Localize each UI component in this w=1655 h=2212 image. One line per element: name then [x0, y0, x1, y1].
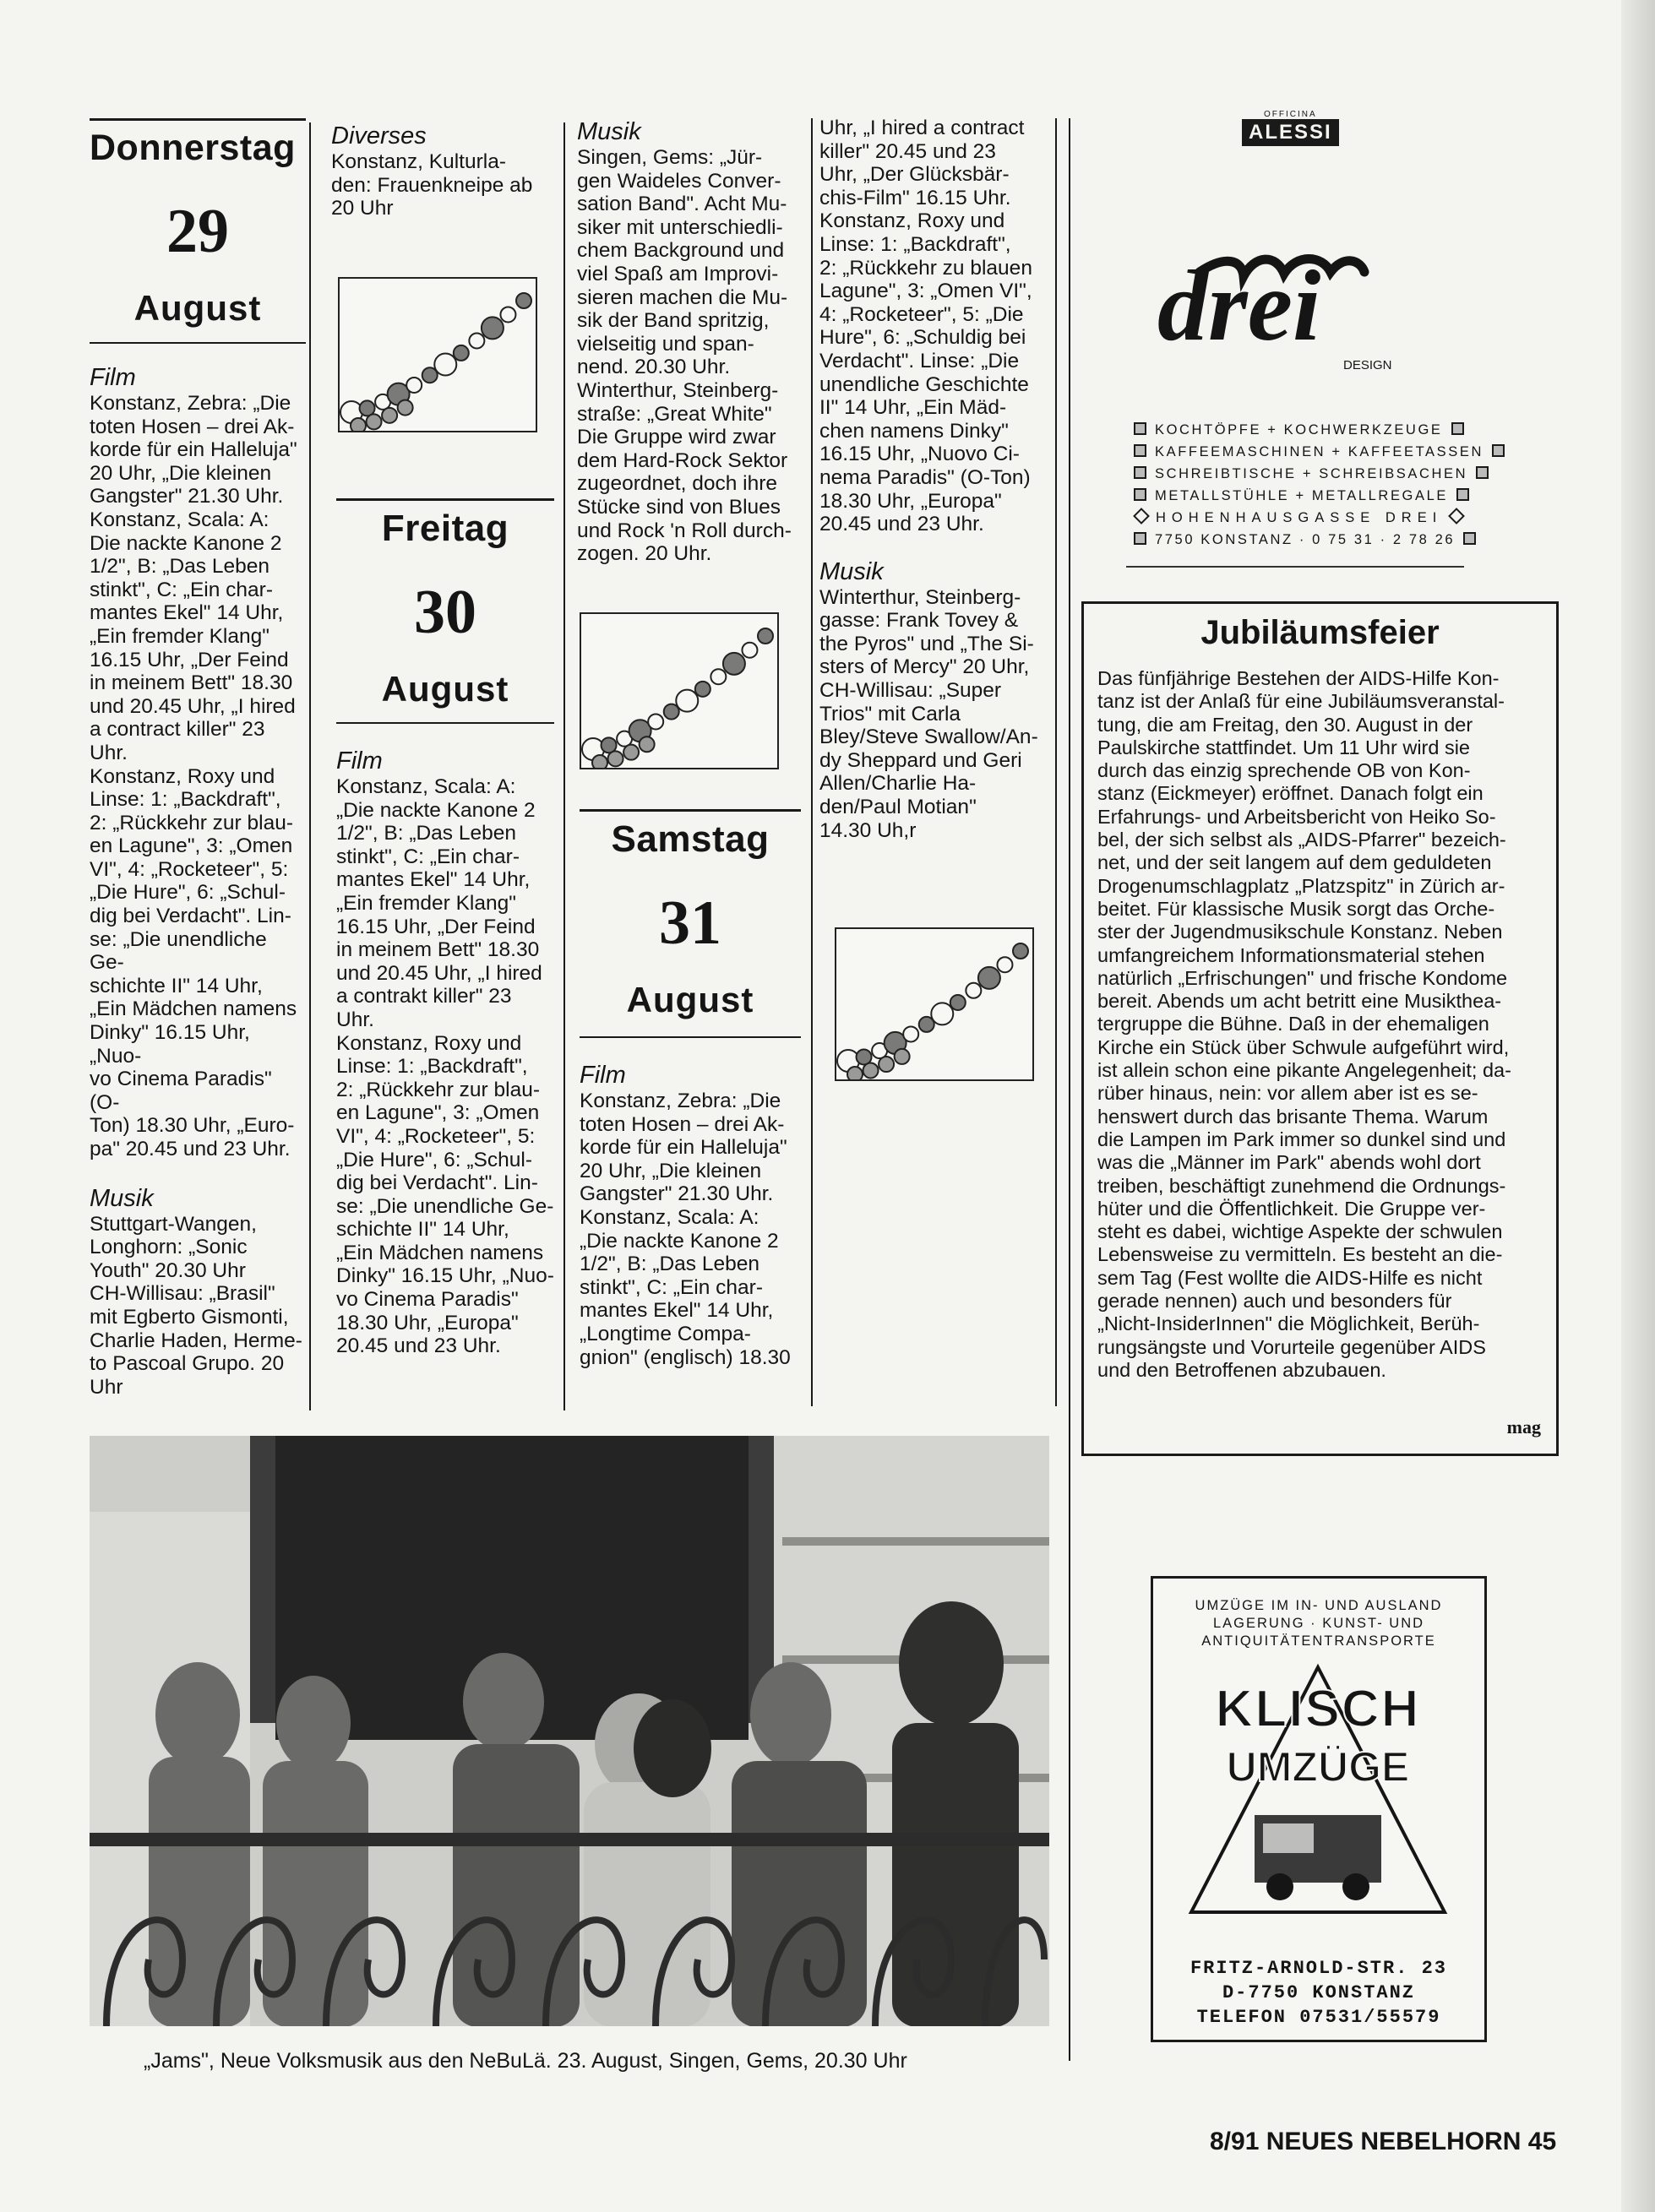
- day-number: 31: [659, 889, 721, 958]
- day-number: 29: [166, 197, 229, 266]
- motif-ring: [648, 714, 663, 729]
- truck-icon: [1255, 1815, 1381, 1900]
- film-listings: Konstanz, Zebra: „Die toten Hosen – drei Ak- korde für ein Halleluja" 20 Uhr, „Die kleinen Gangster" 21.30 Uhr. Konstanz, Scala: A: Die nackte Kanone 2 1/2", B: „Das Leben stinkt", C: „Ein char- mantes Ekel" 14 Uhr, „Ein fremder Klang" 16.15 Uhr, „Der Feind in meinem Bett" 18.30 und 20.45 Uhr, „I hired a contract killer" 23 Uhr. Konstanz, Roxy und Linse: 1: „Backdraft", 2: „Rückkehr zur blau- en Lagune", 3: „Omen VI", 4: „Rocketeer", 5: „Die Hure", 6: „Schul- dig bei Verdacht". Lin- se: „Die unendliche Ge- schichte II" 14 Uhr, „Ein Mädchen namens Dinky" 16.15 Uhr, „Nuo- vo Cinema Paradis" (O- Ton) 18.30 Uhr, „Euro- pa" 20.45 und 23 Uhr.: [90, 392, 297, 1160]
- column-thursday: [90, 118, 306, 1399]
- klisch-service-line: LAGERUNG · KUNST- UND: [1212, 1616, 1425, 1631]
- band-photo-drawing: [90, 1436, 1049, 2026]
- klisch-name: KLISCH: [1215, 1680, 1421, 1738]
- category-film: Film: [336, 747, 383, 774]
- alessi-officina: OFFICINA: [1264, 110, 1317, 119]
- day-header-thursday: [90, 118, 306, 344]
- motif-ring: [351, 418, 366, 432]
- motif-ring: [406, 378, 422, 393]
- column-rule: [1055, 118, 1057, 1406]
- film-listings: Konstanz, Zebra: „Die toten Hosen – drei Ak- korde für ein Halleluja" 20 Uhr, „Die kleinen Gangster" 21.30 Uhr. Konstanz, Scala: A: „Die nackte Kanone 2 1/2", B: „Das Leben stinkt", C: „Ein char- mantes Ekel" 14 Uhr, „Longtime Compa- gnion" (englisch) 18.30: [580, 1090, 791, 1369]
- klisch-service-line: UMZÜGE IM IN- UND AUSLAND: [1195, 1598, 1443, 1613]
- column-rule: [563, 122, 565, 1410]
- jubilaeum-text: Das fünfjährige Bestehen der AIDS-Hilfe Kon- tanz ist der Anlaß für eine Jubiläumsveranstal- tung, die am Freitag, den 30. August in der Paulskirche stattfindet. Um 11 Uhr wird sie durch das einzig sprechende OB von Kon- stanz (Eickmeyer) eröffnet. Danach folgt ein Erfahrungs- und Arbeitsbericht von Heiko So- bel, der sich selbst als „AIDS-Pfarrer" bezeich- net, und der seit langem auf dem geduldeten Drogenumschlagplatz „Platzspitz" in Zürich ar- beitet. Für klassische Musik sorgt das Orche- ster der Jugendmusikschule Konstanz. Neben umfangreichem Informationsmaterial stehen natürlich „Erfrischungen" und frische Kondome bereit. Abends um acht betritt eine Musikthea- tergruppe die Bühne. Daß in der ehemaligen Kirche ein Stück über Schwule aufgeführt wird, ist allein schon eine pikante Angelegenheit; da- rüber hinaus, nein: vor allem aber ist es se- henswert durch das brisante Thema. Warum die Lampen im Park immer so dunkel sind und was die „Männer im Park" abends wohl dort treiben, beschäftigt zunehmend die Ordnungs- hüter und die Öffentlichkeit. Die Gruppe ver- steht es dabei, wichtige Aspekte der schwulen Lebensweise zu vermitteln. Es besteht an die- sem Tag (Fest wollte die AIDS-Hilfe es nicht gerade nennen) auch und besonders für „Nicht-InsiderInnen" die Möglichkeit, Berüh- rungsängste und Vorurteile gegenüber AIDS und den Betroffenen abzubauen.: [1097, 667, 1511, 1381]
- motif-ring: [398, 400, 413, 416]
- column-4: [819, 117, 1048, 842]
- month: August: [626, 980, 754, 1019]
- jubilaeum-title: Jubiläumsfeier: [1200, 614, 1440, 651]
- drei-logo: [1149, 221, 1436, 373]
- klisch-services: [1153, 1597, 1484, 1650]
- column-rule: [811, 118, 813, 1406]
- motif-ring: [623, 745, 639, 760]
- drei-divider: [1126, 566, 1464, 568]
- decorative-motif-2: [580, 612, 779, 769]
- column-rule: [1069, 118, 1070, 2061]
- motif-ring: [847, 1067, 863, 1081]
- musik-listings: Winterthur, Steinberg- gasse: Frank Tovey & the Pyros" und „The Si- sters of Mercy" 20 Uhr, CH-Willisau: „Super Trios" mit Carla Bley/Steve Swallow/An- dy Sheppard und Geri Allen/Charlie Ha- den/Paul Motian" 14.30 Uh,r: [819, 585, 1038, 842]
- column-rule: [309, 122, 311, 1410]
- drei-wordmark: drei: [1157, 249, 1321, 361]
- motif-ring: [966, 983, 981, 998]
- month: August: [133, 288, 262, 328]
- klisch-address-line: FRITZ-ARNOLD-STR. 23: [1190, 1958, 1448, 1979]
- musik-listings: Singen, Gems: „Jür- gen Waideles Conver- sation Band". Acht Mu- siker mit unterschiedli- chem Background und viel Spaß am Improvi- sieren machen die Mu- sik der Band spritzig, vielseitig und span- nend. 20.30 Uhr. Winterthur, Steinberg- straße: „Great White" Die Gruppe wird zwar dem Hard-Rock Sektor zugeordnet, doch ihre Stücke sind von Blues und Rock 'n Roll durch- zogen. 20 Uhr.: [577, 146, 792, 566]
- motif-ring: [758, 628, 773, 644]
- motif-ring: [382, 408, 397, 423]
- month: August: [381, 669, 509, 709]
- motif-ring: [879, 1057, 894, 1072]
- klisch-address: [1153, 1956, 1484, 2030]
- day-name: Donnerstag: [90, 128, 296, 168]
- film-listings-continued: Uhr, „I hired a contract killer" 20.45 und 23 Uhr, „Der Glücksbär- chis-Film" 16.15 Uhr. Konstanz, Roxy und Linse: 1: „Backdraft", 2: „Rückkehr zu blauen Lagune", 3: „Omen VI", 4: „Rocketeer", 5: „Die Hure", 6: „Schuldig bei Verdacht". Linse: „Die unendliche Geschichte II" 14 Uhr, „Ein Mäd- chen namens Dinky" 16.15 Uhr, „Nuovo Ci- nema Paradis" (O-Ton) 18.30 Uhr, „Europa" 20.45 und 23 Uhr.: [819, 117, 1032, 536]
- day-name: Samstag: [611, 818, 770, 860]
- motif-ring: [434, 354, 456, 376]
- motif-ring: [482, 317, 504, 339]
- day-header-saturday-wrap: [580, 809, 801, 1369]
- drei-line: METALLSTÜHLE + METALLREGALE: [1130, 485, 1508, 507]
- category-musik: Musik: [90, 1184, 154, 1212]
- motif-ring: [516, 293, 531, 308]
- drei-line: 7750 KONSTANZ · 0 75 31 · 2 78 26: [1130, 529, 1508, 551]
- category-film: Film: [90, 364, 136, 391]
- drei-line: SCHREIBTISCHE + SCHREIBSACHEN: [1130, 463, 1508, 485]
- motif-ring: [640, 736, 655, 752]
- motif-ring: [710, 669, 726, 684]
- motif-ring: [978, 967, 1000, 989]
- motif-ring: [950, 995, 966, 1010]
- motif-ring: [500, 307, 515, 322]
- motif-ring: [608, 751, 623, 766]
- klisch-address-line: D-7750 KONSTANZ: [1222, 1982, 1416, 2003]
- category-musik: Musik: [577, 118, 641, 145]
- klisch-address-line: TELEFON 07531/55579: [1196, 2007, 1441, 2028]
- film-listings: Konstanz, Scala: A: „Die nackte Kanone 2 1/2", B: „Das Leben stinkt", C: „Ein char- mantes Ekel" 14 Uhr, „Ein fremder Klang" 16.15 Uhr, „Der Feind in meinem Bett" 18.30 und 20.45 Uhr, „I hired a contrakt killer" 23 Uhr. Konstanz, Roxy und Linse: 1: „Backdraft", 2: „Rückkehr zur blau- en Lagune", 3: „Omen VI", 4: „Rocketeer", 5: „Die Hure", 6: „Schul- dig bei Verdacht". Lin- se: „Die unendliche Ge- schichte II" 14 Uhr, „Ein Mädchen namens Dinky" 16.15 Uhr, „Nuo- vo Cinema Paradis" 18.30 Uhr, „Europa" 20.45 und 23 Uhr.: [336, 775, 554, 1358]
- drei-address-lines: [1130, 419, 1508, 551]
- page-edge: [1621, 0, 1655, 2212]
- page-footer: 8/91 NEUES NEBELHORN 45: [1210, 2128, 1557, 2155]
- klisch-logo: [1187, 1663, 1449, 1916]
- day-header-saturday: [580, 809, 801, 1038]
- band-photo: [90, 1436, 1049, 2026]
- musik-listings: Stuttgart-Wangen, Longhorn: „Sonic Youth" 20.30 Uhr CH-Willisau: „Brasil" mit Egberto Gismonti, Charlie Haden, Herme- to Pascoal Grupo. 20 Uhr: [90, 1212, 302, 1399]
- photo-caption: „Jams", Neue Volksmusik aus den NeBuLä. 23. August, Singen, Gems, 20.30 Uhr: [144, 2049, 907, 2073]
- motif-ring: [863, 1063, 879, 1078]
- motif-ring: [367, 414, 382, 429]
- category-film: Film: [580, 1062, 626, 1089]
- motif-ring: [592, 755, 607, 769]
- jubilaeum-signature: mag: [1506, 1416, 1541, 1438]
- motif-ring: [469, 333, 484, 348]
- column-saturday: [577, 118, 805, 566]
- motif-ring: [997, 957, 1012, 972]
- motif-ring: [742, 643, 757, 658]
- motif-ring: [931, 1003, 953, 1024]
- drei-line: HOHENHAUSGASSE DREI: [1130, 507, 1508, 529]
- klisch-service-line: ANTIQUITÄTENTRANSPORTE: [1201, 1633, 1436, 1649]
- category-diverses: Diverses: [331, 122, 427, 149]
- klisch-umzuege: UMZÜGE: [1226, 1743, 1410, 1791]
- drei-line: KOCHTÖPFE + KOCHWERKZEUGE: [1130, 419, 1508, 441]
- motif-ring: [723, 653, 745, 675]
- motif-ring: [895, 1049, 910, 1064]
- alessi-wordmark: ALESSI: [1242, 119, 1339, 146]
- column-friday: [331, 122, 553, 220]
- motif-ring: [676, 690, 698, 712]
- decorative-motif-3: [835, 927, 1034, 1081]
- jubilaeum-box: [1081, 601, 1559, 1456]
- day-name: Freitag: [381, 508, 509, 549]
- drei-line: KAFFEEMASCHINEN + KAFFEETASSEN: [1130, 441, 1508, 463]
- decorative-motif-1: [338, 277, 537, 432]
- motif-ring: [695, 682, 710, 697]
- day-header-friday-wrap: [336, 498, 554, 1358]
- motif-ring: [903, 1026, 918, 1041]
- day-number: 30: [414, 578, 476, 647]
- motif-ring: [454, 345, 469, 361]
- alessi-logo: [1242, 110, 1339, 146]
- klisch-ad: [1151, 1576, 1487, 2042]
- category-musik: Musik: [819, 557, 884, 585]
- drei-design-label: DESIGN: [1343, 358, 1392, 372]
- diverses-listings: Konstanz, Kulturla- den: Frauenkneipe ab 20 Uhr: [331, 150, 533, 220]
- day-header-friday: [336, 498, 554, 724]
- motif-ring: [1013, 943, 1028, 959]
